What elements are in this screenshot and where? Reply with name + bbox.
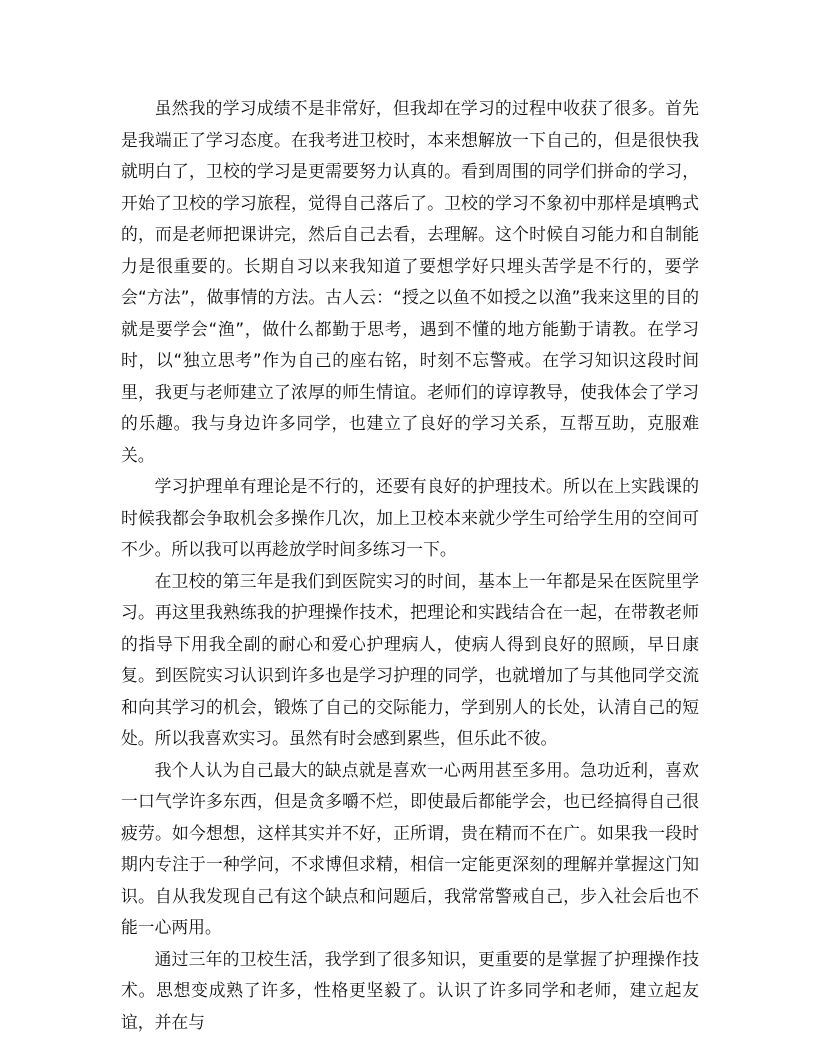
paragraph-hospital-internship: 在卫校的第三年是我们到医院实习的时间，基本上一年都是呆在医院里学习。再这里我熟练我的护理操作技术，把理论和实践结合在一起，在带教老师的指导下用我全副的耐心和爱心护理病人，使病人得到良好的照顾，早日康复。到医院实习认识到许多也是学习护理的同学，也就增加了与其他同学交流和向其学习的机会，锻炼了自己的交际能力，学到别人的长处，认清自己的短处。所以我喜欢实习。虽然有时会感到累些，但乐此不彼。 [121,570,699,748]
document-body [121,93,699,1038]
paragraph-summary: 通过三年的卫校生活，我学到了很多知识，更重要的是掌握了护理操作技术。思想变成熟了许多，性格更坚毅了。认识了许多同学和老师，建立起友谊，并在与 [121,948,699,1032]
paragraph-nursing-practice: 学习护理单有理论是不行的，还要有良好的护理技术。所以在上实践课的时候我都会争取机会多操作几次，加上卫校本来就少学生可给学生用的空间可不少。所以我可以再趁放学时间多练习一下。 [121,476,699,559]
paragraph-personal-weakness: 我个人认为自己最大的缺点就是喜欢一心两用甚至多用。急功近利，喜欢一口气学许多东西，但是贪多嚼不烂，即使最后都能学会，也已经搞得自己很疲劳。如今想想，这样其实并不好，正所谓，贵在精而不在广。如果我一段时期内专注于一种学问，不求博但求精，相信一定能更深刻的理解并掌握这门知识。自从我发现自己有这个缺点和问题后，我常常警戒自己，步入社会后也不能一心两用。 [121,759,699,937]
paragraph-study-attitude: 虽然我的学习成绩不是非常好，但我却在学习的过程中收获了很多。首先是我端正了学习态度。在我考进卫校时，本来想解放一下自己的，但是很快我就明白了，卫校的学习是更需要努力认真的。看到周围的同学们拼命的学习，开始了卫校的学习旅程，觉得自己落后了。卫校的学习不象初中那样是填鸭式的，而是老师把课讲完，然后自己去看，去理解。这个时候自习能力和自制能力是很重要的。长期自习以来我知道了要想学好只埋头苦学是不行的，要学会“方法”，做事情的方法。古人云：“授之以鱼不如授之以渔”我来这里的目的就是要学会“渔”，做什么都勤于思考，遇到不懂的地方能勤于请教。在学习时，以“独立思考”作为自己的座右铭，时刻不忘警戒。在学习知识这段时间里，我更与老师建立了浓厚的师生情谊。老师们的谆谆教导，使我体会了学习的乐趣。我与身边许多同学，也建立了良好的学习关系，互帮互助，克服难关。 [121,98,699,465]
